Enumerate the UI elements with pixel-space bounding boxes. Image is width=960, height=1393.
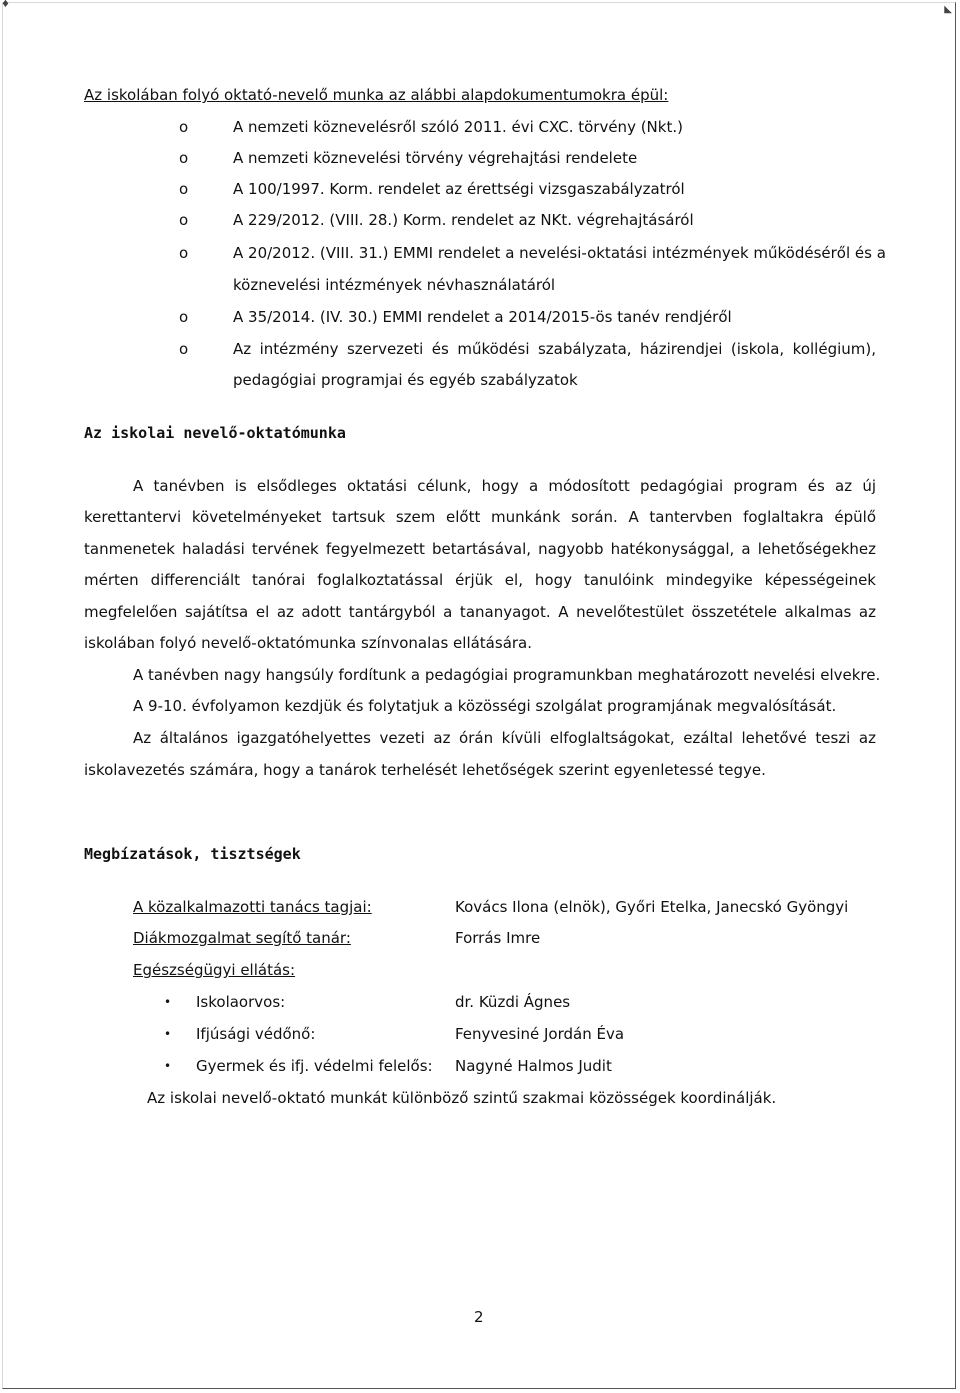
role-value: Kovács Ilona (elnök), Győri Etelka, Janecskó Gyöngyi [455,898,849,916]
bullet-icon: • [164,995,172,1009]
paragraph-line: kerettantervi követelményeket tartsuk szem előtt munkánk során. A tantervben foglaltakra épülő [84,508,876,526]
list-item-continuation: pedagógiai programjai és egyéb szabályzatok [233,371,578,389]
health-role-label: Ifjúsági védőnő: [196,1025,316,1043]
closing-sentence: Az iskolai nevelő-oktató munkát különböző szintű szakmai közösségek koordinálják. [147,1089,777,1107]
health-care-label: Egészségügyi ellátás: [133,961,296,979]
list-bullet: o [179,211,189,229]
paragraph-line: A tanévben is elsődleges oktatási célunk, hogy a módosított pedagógiai program és az új [133,477,876,495]
paragraph-line: mérten differenciált tanórai foglalkoztatással érjük el, hogy tanulóink mindegyike képességeinek [84,571,876,589]
section-heading-megbizatasok: Megbízatások, tisztségek [84,845,301,863]
list-bullet: o [179,180,189,198]
paragraph-line: iskolában folyó nevelő-oktatómunka színvonalas ellátására. [84,634,533,652]
corner-tab-icon: ◣ [944,4,952,15]
paragraph-line: megfelelően sajátítsa el az adott tantárgyból a tananyagot. A nevelőtestület összetétele alkalmas az [84,603,876,621]
list-item: A nemzeti köznevelésről szóló 2011. évi CXC. törvény (Nkt.) [233,118,683,136]
list-item: Az intézmény szervezeti és működési szabályzata, házirendjei (iskola, kollégium), [233,340,876,358]
list-bullet: o [179,118,189,136]
health-role-value: Fenyvesiné Jordán Éva [455,1025,625,1043]
section1-paragraph-3: A 9-10. évfolyamon kezdjük és folytatjuk a közösségi szolgálat programjának megvalósítását. [133,697,837,715]
section-heading-nevelo-oktatomunka: Az iskolai nevelő-oktatómunka [84,424,346,442]
page-number: 2 [474,1308,484,1326]
list-item: A nemzeti köznevelési törvény végrehajtási rendelete [233,149,638,167]
paragraph-line: iskolavezetés számára, hogy a tanárok terhelését lehetőségek szerint egyenletessé tegye. [84,761,766,779]
list-bullet: o [179,308,189,326]
paragraph-line: Az általános igazgatóhelyettes vezeti az órán kívüli elfoglaltságokat, ezáltal lehetővé teszi az [133,729,876,747]
section1-paragraph-2: A tanévben nagy hangsúly fordítunk a pedagógiai programunkban meghatározott nevelési elvekre. [133,666,881,684]
paragraph-line: tanmenetek haladási tervének fegyelmezett betartásával, nagyobb hatékonysággal, a lehetőségekhez [84,540,876,558]
list-item: A 35/2014. (IV. 30.) EMMI rendelet a 2014/2015-ös tanév rendjéről [233,308,732,326]
role-label: Diákmozgalmat segítő tanár: [133,929,351,947]
health-role-value: dr. Küzdi Ágnes [455,993,571,1011]
list-item: A 20/2012. (VIII. 31.) EMMI rendelet a nevelési-oktatási intézmények működéséről és a [233,244,886,262]
health-role-label: Gyermek és ifj. védelmi felelős: [196,1057,433,1075]
role-label: A közalkalmazotti tanács tagjai: [133,898,372,916]
list-bullet: o [179,149,189,167]
bullet-icon: • [164,1059,172,1073]
list-bullet: o [179,244,189,262]
bullet-icon: • [164,1027,172,1041]
list-item-continuation: köznevelési intézmények névhasználatáról [233,276,556,294]
health-role-label: Iskolaorvos: [196,993,286,1011]
list-item: A 100/1997. Korm. rendelet az érettségi vizsgaszabályzatról [233,180,685,198]
corner-marker-icon: ♦ [1,0,10,10]
health-role-value: Nagyné Halmos Judit [455,1057,612,1075]
list-bullet: o [179,340,189,358]
list-item: A 229/2012. (VIII. 28.) Korm. rendelet az NKt. végrehajtásáról [233,211,694,229]
role-value: Forrás Imre [455,929,541,947]
intro-heading: Az iskolában folyó oktató-nevelő munka az alábbi alapdokumentumokra épül: [84,86,669,104]
